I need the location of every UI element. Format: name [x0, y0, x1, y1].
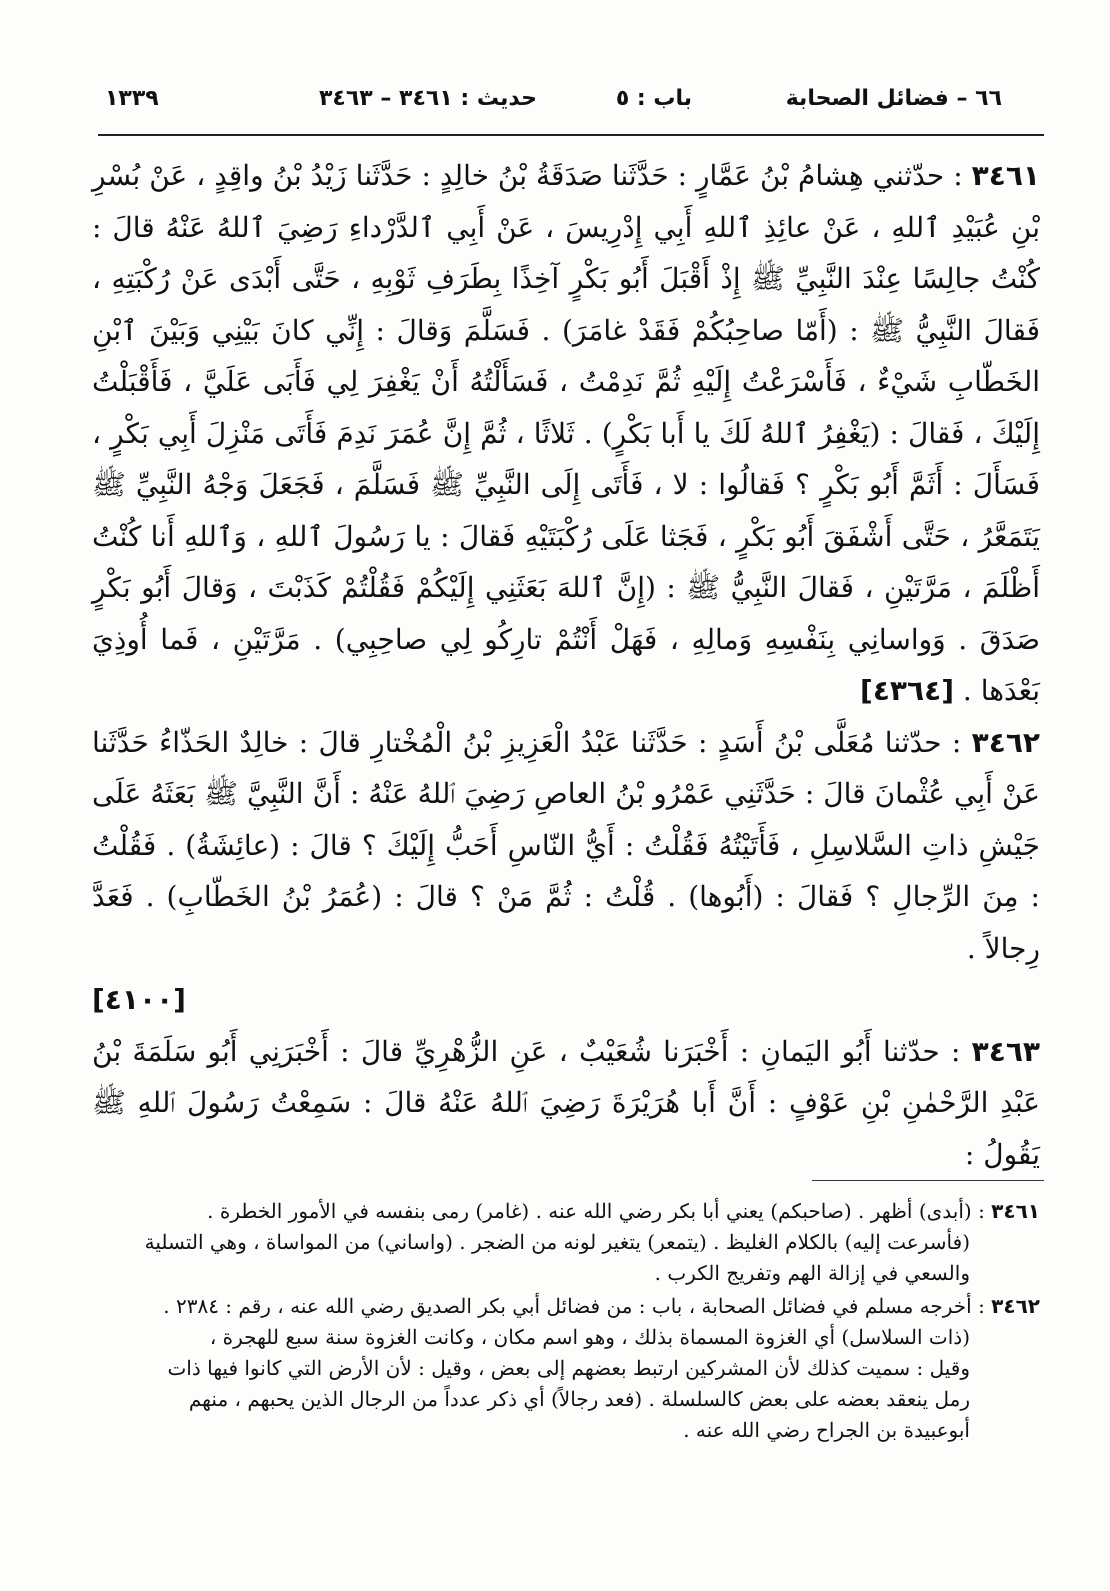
book-title: ٦٦ – فضائل الصحابة: [785, 86, 1002, 111]
footnote-3461: [96, 1196, 1040, 1289]
hadith-number: ٣٤٦١: [971, 159, 1040, 192]
hadith-text: حدّثنا مُعَلَّى بْنُ أَسَدٍ : حَدَّثَنا عَبْدُ الْعَزِيزِ بْنُ الْمُخْتارِ قالَ : خالِدٌ الحَذّاءُ حَدَّثَنا عَنْ أَبِي عُثْمانَ قالَ : حَدَّثَنِي عَمْرُو بْنُ العاصِ رَضِيَ ٱللهُ عَنْهُ : أَنَّ النَّبِيَّ ﷺ بَعَثَهُ عَلَى جَيْشِ ذاتِ السَّلاسِلِ ، فَأَتَيْتُهُ فَقُلْتُ : أَيُّ النّاسِ أَحَبُّ إِلَيْكَ ؟ قالَ : (عائِشَةُ) . فَقُلْتُ : مِنَ الرِّجالِ ؟ فَقالَ : (أَبُوها) . قُلْتُ : ثُمَّ مَنْ ؟ قالَ : (عُمَرُ بْنُ الخَطّابِ) . فَعَدَّ رِجالاً .: [92, 725, 1040, 965]
footnote-3462: [96, 1291, 1040, 1446]
hadith-reference: [٤٣٦٤]: [860, 674, 954, 707]
footnote-line: والسعي في إزالة الهم وتفريج الكرب .: [654, 1261, 970, 1285]
footnote-number: ٣٤٦٢: [991, 1294, 1040, 1318]
footnote-line: ٣٤٦٢ : أخرجه مسلم في فضائل الصحابة ، باب : من فضائل أبي بكر الصديق رضي الله عنه ، رقم : ٢٣٨٤ .: [163, 1294, 1040, 1318]
running-header: [105, 78, 1002, 124]
footnote-line: أبوعبيدة بن الجراح رضي الله عنه .: [683, 1418, 970, 1442]
hadith-reference: [٤١٠٠]: [92, 983, 186, 1016]
page-number: ١٣٣٩: [105, 86, 159, 111]
hadith-3463: ٣٤٦٣ : حدّثنا أَبُو اليَمانِ : أَخْبَرَنا شُعَيْبٌ ، عَنِ الزُّهْرِيِّ قالَ : أَخْبَرَنِي أَبُو سَلَمَةَ بْنُ عَبْدِ الرَّحْمٰنِ بْنِ عَوْفٍ : أَنَّ أَبا هُرَيْرَةَ رَضِيَ ٱللهُ عَنْهُ قالَ : سَمِعْتُ رَسُولَ ٱللهِ ﷺ يَقُولُ :: [92, 1034, 1041, 1171]
footnote-divider: [812, 1180, 1044, 1181]
footnote-line: رمل ينعقد بعضه على بعض كالسلسلة . (فعد رجالاً) أي ذكر عدداً من الرجال الذين يحبهم ، منهم: [188, 1387, 970, 1411]
hadith-range: حديث : ٣٤٦١ – ٣٤٦٣: [319, 86, 537, 111]
header-divider: [98, 134, 1044, 136]
footnote-line: ٣٤٦١ : (أبدى) أظهر . (صاحبكم) يعني أبا بكر رضي الله عنه . (غامر) رمى بنفسه في الأمور الخطرة .: [207, 1199, 1040, 1223]
footnote-line: وقيل : سميت كذلك لأن المشركين ارتبط بعضهم إلى بعض ، وقيل : لأن الأرض التي كانوا فيها ذات: [167, 1356, 970, 1380]
footnote-line: (فأسرعت إليه) بالكلام الغليظ . (يتمعر) يتغير لونه من الضجر . (واساني) من المواساة ، وهي التسلية: [144, 1230, 970, 1254]
hadith-number: ٣٤٦٣: [971, 1034, 1041, 1068]
hadith-3462: ٣٤٦٢ : حدّثنا مُعَلَّى بْنُ أَسَدٍ : حَدَّثَنا عَبْدُ الْعَزِيزِ بْنُ الْمُخْتارِ قالَ : خالِدٌ الحَذّاءُ حَدَّثَنا عَنْ أَبِي عُثْمانَ قالَ : حَدَّثَنِي عَمْرُو بْنُ العاصِ رَضِيَ ٱللهُ عَنْهُ : أَنَّ النَّبِيَّ ﷺ بَعَثَهُ عَلَى جَيْشِ ذاتِ السَّلاسِلِ ، فَأَتَيْتُهُ فَقُلْتُ : أَيُّ النّاسِ أَحَبُّ إِلَيْكَ ؟ قالَ : (عائِشَةُ) . فَقُلْتُ : مِنَ الرِّجالِ ؟ فَقالَ : (أَبُوها) . قُلْتُ : ثُمَّ مَنْ ؟ قالَ : (عُمَرُ بْنُ الخَطّابِ) . فَعَدَّ رِجالاً . [٤١٠٠]: [92, 717, 1040, 1026]
main-text: [92, 150, 1040, 1180]
hadith-3461: ٣٤٦١ : حدّثني هِشامُ بْنُ عَمَّارٍ : حَدَّثَنا صَدَقَةُ بْنُ خالِدٍ : حَدَّثَنا زَيْدُ بْنُ واقِدٍ ، عَنْ بُسْرِ بْنِ عُبَيْدِ ٱللهِ ، عَنْ عائِذِ ٱللهِ أَبِي إِدْرِيسَ ، عَنْ أَبِي ٱلدَّرْداءِ رَضِيَ ٱللهُ عَنْهُ قالَ : كُنْتُ جالِسًا عِنْدَ النَّبِيِّ ﷺ إِذْ أَقْبَلَ أَبُو بَكْرٍ آخِذًا بِطَرَفِ ثَوْبِهِ ، حَتَّى أَبْدَى عَنْ رُكْبَتِهِ ، فَقالَ النَّبِيُّ ﷺ : (أَمّا صاحِبُكُمْ فَقَدْ غامَرَ) . فَسَلَّمَ وَقالَ : إِنِّي كانَ بَيْنِي وَبَيْنَ ٱبْنِ الخَطّابِ شَيْءٌ ، فَأَسْرَعْتُ إِلَيْهِ ثُمَّ نَدِمْتُ ، فَسَأَلْتُهُ أَنْ يَغْفِرَ لِي فَأَبَى عَلَيَّ ، فَأَقْبَلْتُ إِلَيْكَ ، فَقالَ : (يَغْفِرُ ٱللهُ لَكَ يا أَبا بَكْرٍ) . ثَلاثًا ، ثُمَّ إِنَّ عُمَرَ نَدِمَ فَأَتَى مَنْزِلَ أَبِي بَكْرٍ ، فَسَأَلَ : أَثَمَّ أَبُو بَكْرٍ ؟ فَقالُوا : لا ، فَأَتَى إِلَى النَّبِيِّ ﷺ فَسَلَّمَ ، فَجَعَلَ وَجْهُ النَّبِيِّ ﷺ يَتَمَعَّرُ ، حَتَّى أَشْفَقَ أَبُو بَكْرٍ ، فَجَثا عَلَى رُكْبَتَيْهِ فَقالَ : يا رَسُولَ ٱللهِ ، وَٱللهِ أَنا كُنْتُ أَظْلَمَ ، مَرَّتَيْنِ ، فَقالَ النَّبِيُّ ﷺ : (إِنَّ ٱللهَ بَعَثَنِي إِلَيْكُمْ فَقُلْتُمْ كَذَبْتَ ، وَقالَ أَبُو بَكْرٍ صَدَقَ . وَواسانِي بِنَفْسِهِ وَمالِهِ ، فَهَلْ أَنْتُمْ تارِكُو لِي صاحِبِي) . مَرَّتَيْنِ ، فَما أُوذِيَ بَعْدَها . [٤٣٦٤]: [92, 159, 1041, 707]
hadith-text: حدّثنا أَبُو اليَمانِ : أَخْبَرَنا شُعَيْبٌ ، عَنِ الزُّهْرِيِّ قالَ : أَخْبَرَنِي أَبُو سَلَمَةَ بْنُ عَبْدِ الرَّحْمٰنِ بْنِ عَوْفٍ : أَنَّ أَبا هُرَيْرَةَ رَضِيَ ٱللهُ عَنْهُ قالَ : سَمِعْتُ رَسُولَ ٱللهِ ﷺ يَقُولُ :: [92, 1034, 1040, 1171]
hadith-number: ٣٤٦٢: [971, 725, 1041, 759]
chapter-number: باب : ٥: [615, 86, 692, 111]
footnotes: [96, 1196, 1040, 1448]
footnote-number: ٣٤٦١: [991, 1199, 1040, 1223]
hadith-text: حدّثني هِشامُ بْنُ عَمَّارٍ : حَدَّثَنا صَدَقَةُ بْنُ خالِدٍ : حَدَّثَنا زَيْدُ بْنُ واقِدٍ ، عَنْ بُسْرِ بْنِ عُبَيْدِ ٱللهِ ، عَنْ عائِذِ ٱللهِ أَبِي إِدْرِيسَ ، عَنْ أَبِي ٱلدَّرْداءِ رَضِيَ ٱللهُ عَنْهُ قالَ : كُنْتُ جالِسًا عِنْدَ النَّبِيِّ ﷺ إِذْ أَقْبَلَ أَبُو بَكْرٍ آخِذًا بِطَرَفِ ثَوْبِهِ ، حَتَّى أَبْدَى عَنْ رُكْبَتِهِ ، فَقالَ النَّبِيُّ ﷺ : (أَمّا صاحِبُكُمْ فَقَدْ غامَرَ) . فَسَلَّمَ وَقالَ : إِنِّي كانَ بَيْنِي وَبَيْنَ ٱبْنِ الخَطّابِ شَيْءٌ ، فَأَسْرَعْتُ إِلَيْهِ ثُمَّ نَدِمْتُ ، فَسَأَلْتُهُ أَنْ يَغْفِرَ لِي فَأَبَى عَلَيَّ ، فَأَقْبَلْتُ إِلَيْكَ ، فَقالَ : (يَغْفِرُ ٱللهُ لَكَ يا أَبا بَكْرٍ) . ثَلاثًا ، ثُمَّ إِنَّ عُمَرَ نَدِمَ فَأَتَى مَنْزِلَ أَبِي بَكْرٍ ، فَسَأَلَ : أَثَمَّ أَبُو بَكْرٍ ؟ فَقالُوا : لا ، فَأَتَى إِلَى النَّبِيِّ ﷺ فَسَلَّمَ ، فَجَعَلَ وَجْهُ النَّبِيِّ ﷺ يَتَمَعَّرُ ، حَتَّى أَشْفَقَ أَبُو بَكْرٍ ، فَجَثا عَلَى رُكْبَتَيْهِ فَقالَ : يا رَسُولَ ٱللهِ ، وَٱللهِ أَنا كُنْتُ أَظْلَمَ ، مَرَّتَيْنِ ، فَقالَ النَّبِيُّ ﷺ : (إِنَّ ٱللهَ بَعَثَنِي إِلَيْكُمْ فَقُلْتُمْ كَذَبْتَ ، وَقالَ أَبُو بَكْرٍ صَدَقَ . وَواسانِي بِنَفْسِهِ وَمالِهِ ، فَهَلْ أَنْتُمْ تارِكُو لِي صاحِبِي) . مَرَّتَيْنِ ، فَما أُوذِيَ بَعْدَها .: [92, 159, 1041, 707]
footnote-line: (ذات السلاسل) أي الغزوة المسماة بذلك ، وهو اسم مكان ، وكانت الغزوة سنة سبع للهجرة ،: [209, 1325, 970, 1349]
